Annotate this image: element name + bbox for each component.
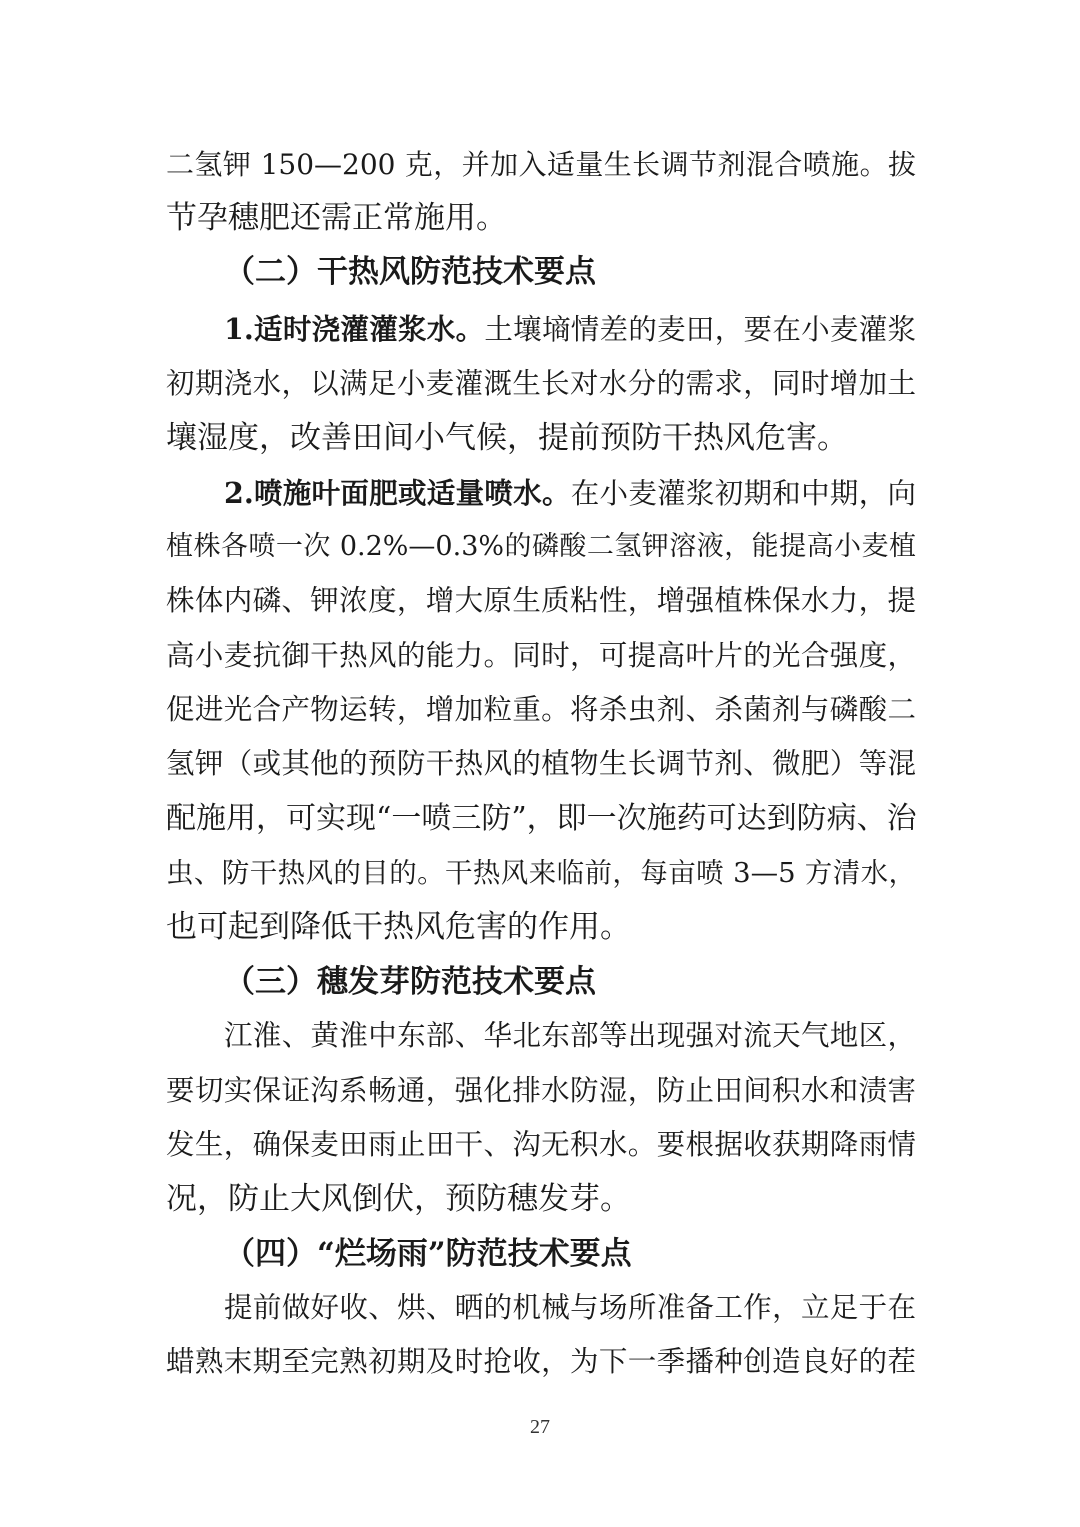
body-line: 氢钾（或其他的预防干热风的植物生长调节剂、微肥）等混	[166, 747, 916, 780]
body-line: 蜡熟末期至完熟初期及时抢收，为下一季播种创造良好的茬	[166, 1345, 916, 1378]
page-number: 27	[530, 1416, 550, 1438]
body-line: 促进光合产物运转，增加粒重。将杀虫剂、杀菌剂与磷酸二	[166, 693, 916, 726]
body-line: 配施用，可实现“一喷三防”，即一次施药可达到防病、治	[166, 801, 917, 836]
body-line: 株体内磷、钾浓度，增大原生质粘性，增强植株保水力，提	[166, 584, 916, 617]
section-heading: （二）干热风防范技术要点	[224, 254, 596, 290]
body-line: 也可起到降低干热风危害的作用。	[166, 909, 631, 945]
body-line: 植株各喷一次 0.2%—0.3%的磷酸二氢钾溶液，能提高小麦植	[166, 531, 916, 562]
body-line: 初期浇水，以满足小麦灌溉生长对水分的需求，同时增加土	[166, 367, 916, 400]
body-line: 江淮、黄淮中东部、华北东部等出现强对流天气地区，	[224, 1019, 916, 1052]
item-text: 在小麦灌浆初期和中期，向	[570, 477, 916, 510]
body-line: 要切实保证沟系畅通，强化排水防湿，防止田间积水和渍害	[166, 1074, 916, 1107]
body-line	[224, 309, 916, 349]
body-line: 虫、防干热风的目的。干热风来临前，每亩喷 3—5 方清水，	[166, 857, 916, 889]
item-lead: 2.喷施叶面肥或适量喷水。	[224, 476, 571, 510]
section-heading: （三）穗发芽防范技术要点	[224, 964, 596, 1000]
body-line: 高小麦抗御干热风的能力。同时，可提高叶片的光合强度，	[166, 639, 916, 672]
section-heading: （四）“烂场雨”防范技术要点	[224, 1236, 632, 1272]
body-line: 节孕穗肥还需正常施用。	[166, 200, 507, 236]
body-line	[224, 473, 916, 513]
body-line: 提前做好收、烘、晒的机械与场所准备工作，立足于在	[224, 1291, 916, 1324]
item-lead: 1.适时浇灌灌浆水。	[224, 312, 485, 346]
body-line: 况，防止大风倒伏，预防穗发芽。	[166, 1181, 631, 1217]
item-text: 土壤墒情差的麦田，要在小麦灌浆	[484, 313, 916, 346]
body-line: 发生，确保麦田雨止田干、沟无积水。要根据收获期降雨情	[166, 1128, 916, 1161]
body-line: 二氢钾 150—200 克，并加入适量生长调节剂混合喷施。拔	[166, 148, 916, 181]
body-line: 壤湿度，改善田间小气候，提前预防干热风危害。	[166, 420, 848, 456]
